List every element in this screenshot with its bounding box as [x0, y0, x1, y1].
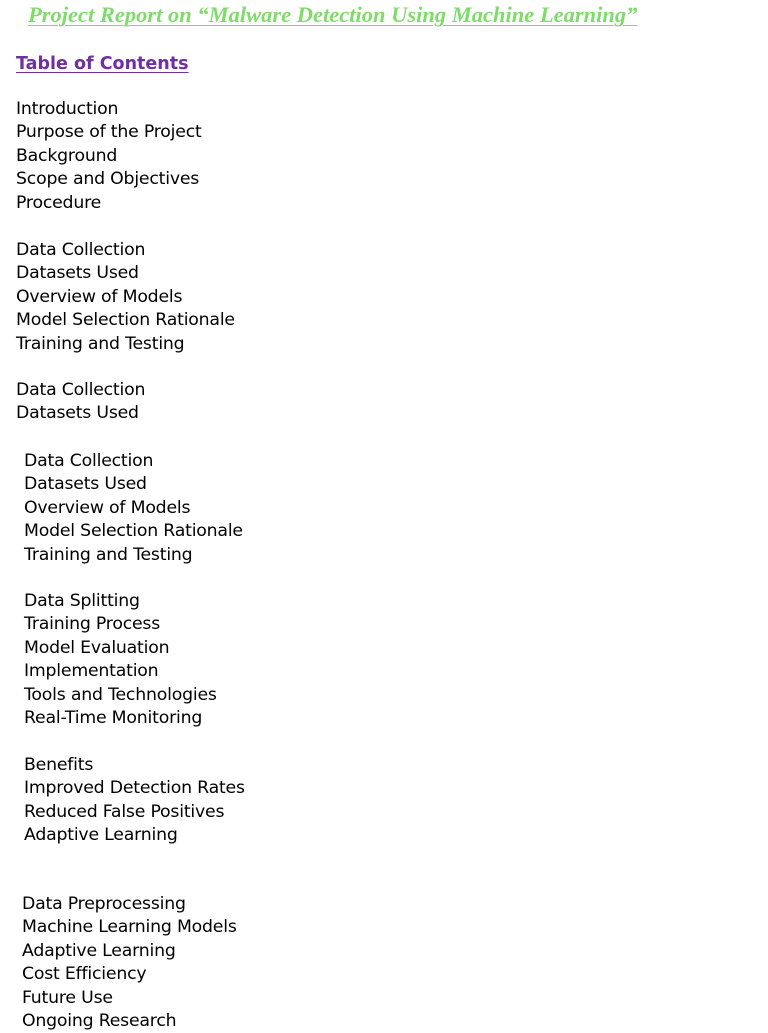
toc-item: Data Collection: [16, 240, 146, 260]
toc-item: Model Selection Rationale: [24, 521, 243, 542]
toc-item: Data Preprocessing: [22, 894, 186, 914]
toc-item: Tools and Technologies: [24, 684, 217, 705]
toc-item: Adaptive Learning: [22, 940, 176, 961]
report-title: Project Report on “Malware Detection Using Machine Learning”: [28, 2, 638, 27]
toc-item: Real-Time Monitoring: [24, 707, 203, 728]
toc-item: Improved Detection Rates: [24, 778, 245, 799]
toc-item: Ongoing Research: [22, 1010, 177, 1031]
toc-group-data-collection: [16, 379, 145, 426]
toc-item: Scope and Objectives: [16, 169, 200, 190]
toc-item: Adaptive Learning: [24, 825, 178, 846]
toc-item: Purpose of the Project: [16, 122, 202, 143]
toc-item: Datasets Used: [24, 474, 147, 495]
toc-item: Data Splitting: [24, 591, 140, 611]
toc-item: Benefits: [24, 755, 94, 775]
toc-item: Datasets Used: [16, 403, 139, 424]
toc-item: Cost Efficiency: [22, 964, 147, 985]
toc-item: Data Collection: [24, 451, 154, 471]
toc-group-data-models: [16, 239, 235, 356]
toc-item: Model Evaluation: [24, 637, 170, 658]
toc-item: Procedure: [16, 192, 102, 213]
toc-item: Introduction: [16, 99, 119, 119]
toc-group-benefits: [24, 754, 245, 848]
toc-item: Implementation: [24, 661, 159, 682]
toc-item: Training and Testing: [24, 544, 193, 565]
toc-item: Overview of Models: [24, 497, 191, 518]
toc-item: Future Use: [22, 987, 113, 1008]
toc-group-data-models-indented: [24, 450, 243, 567]
toc-item: Datasets Used: [16, 263, 139, 284]
toc-item: Data Collection: [16, 380, 146, 400]
toc-item: Model Selection Rationale: [16, 310, 235, 331]
toc-item: Overview of Models: [16, 286, 183, 307]
toc-item: Background: [16, 145, 118, 166]
table-of-contents-link[interactable]: Table of Contents: [16, 54, 189, 74]
toc-group-intro: [16, 98, 202, 215]
toc-item: Training and Testing: [16, 333, 185, 354]
toc-group-future: [22, 893, 237, 1033]
toc-group-training: [24, 590, 217, 730]
toc-item: Reduced False Positives: [24, 801, 225, 822]
toc-item: Training Process: [24, 614, 161, 635]
toc-item: Machine Learning Models: [22, 917, 237, 938]
